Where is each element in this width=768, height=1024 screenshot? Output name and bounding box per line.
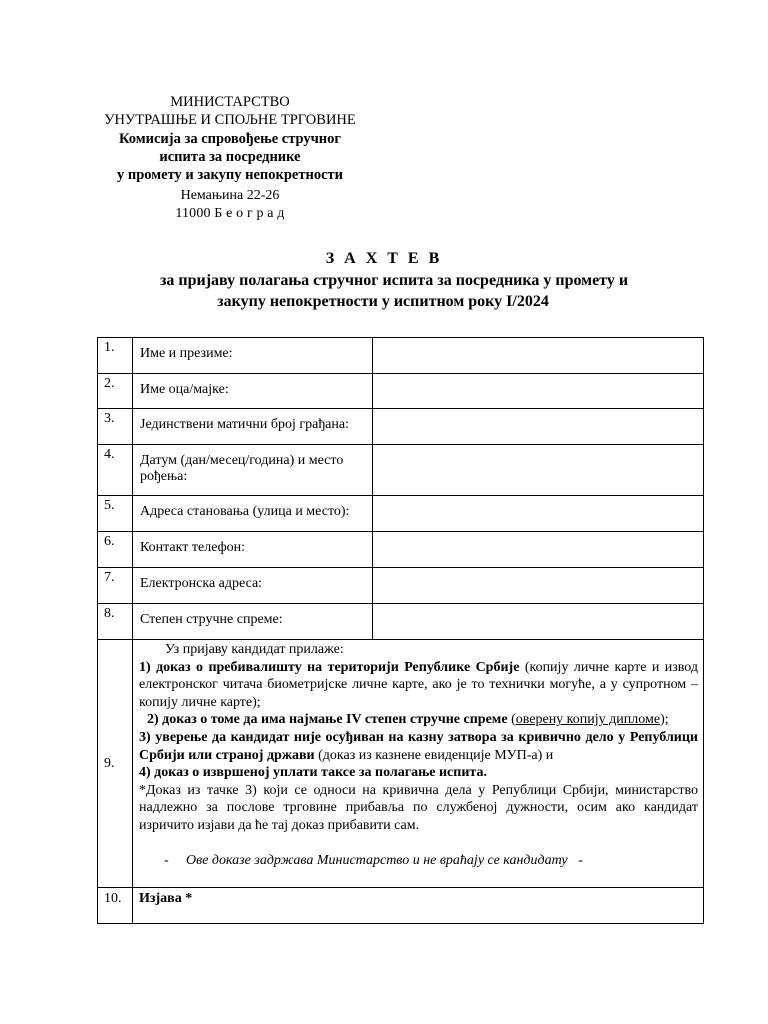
declaration-label: Изјава * [133,888,704,924]
attachment-item-1 [139,659,698,712]
address-street: Немањина 22-26 [180,188,280,203]
field-label-address: Адреса становања (улица и место): [133,496,373,532]
row-number: 6. [98,532,133,568]
table-row [98,604,704,640]
attachment-item-2-paren-close: ); [660,712,669,728]
table-row [98,338,704,374]
row-number: 4. [98,445,133,496]
attachments-section [133,640,704,888]
commission-line-3: у промету и закупу непокретности [117,167,343,183]
row-number: 3. [98,409,133,445]
commission-line-2: испита за посреднике [159,149,301,165]
field-label-email: Електронска адреса: [133,568,373,604]
row-number: 7. [98,568,133,604]
table-row [98,409,704,445]
table-row [98,445,704,496]
note-dash: - [164,852,169,868]
field-value-phone[interactable] [373,532,704,568]
field-label-birth-date-place: Датум (дан/месец/година) и место рођења: [133,445,373,496]
field-value-email[interactable] [373,568,704,604]
row-number: 2. [98,374,133,409]
attachment-item-2-detail: оверену копију дипломе [515,712,661,728]
row-number: 9. [98,640,133,888]
table-row [98,888,704,924]
row-number: 8. [98,604,133,640]
attachment-item-4-title: 4) доказ о извршеној уплати таксе за полагање испита. [139,765,487,781]
attachment-item-1-title: 1) доказ о пребивалишту на територији Републике Србије [139,659,520,675]
field-value-birth-date-place[interactable] [373,445,704,496]
ministry-name: МИНИСТАРСТВО [170,94,290,110]
attachments-intro: Уз пријаву кандидат прилаже: [165,642,344,657]
note-dash-end: - [578,852,583,868]
table-row [98,374,704,409]
field-value-address[interactable] [373,496,704,532]
field-value-full-name[interactable] [373,338,704,374]
table-row [98,568,704,604]
attachment-item-2 [139,711,698,729]
table-row [98,640,704,888]
document-subtitle-1: за пријаву полагања стручног испита за посредника у промету и [159,272,629,289]
attachment-item-3-detail: (доказ из казнене евиденције МУП-а) и [314,747,554,763]
field-label-phone: Контакт телефон: [133,532,373,568]
row-number: 10. [98,888,133,924]
attachments-footnote: *Доказ из тачке 3) који се односи на кривична дела у Републици Србији, министарство надлежно за послове трговине прибавља по службеној дужности, осим ако кандидат изричито изјави да ће тај доказ прибавити сам. [139,782,698,833]
attachment-item-2-paren: ( [507,712,516,728]
note-text: Ове доказе задржава Министарство и не враћају се кандидату [186,852,568,868]
commission-line-1: Комисија за спровођење стручног [119,131,341,147]
row-number: 5. [98,496,133,532]
address-city: 11000 Б е о г р а д [175,206,285,221]
table-row [98,496,704,532]
field-value-education[interactable] [373,604,704,640]
application-form-table [97,337,704,924]
attachment-item-4 [139,764,698,782]
attachments-note [139,852,698,870]
attachment-item-2-title: 2) доказ о томе да има најмање IV степен стручне спреме [147,712,508,728]
document-title: З А Х Т Е В [325,250,443,267]
field-label-jmbg: Јединствени матични број грађана: [133,409,373,445]
ministry-department: УНУТРАШЊЕ И СПОЉНЕ ТРГОВИНЕ [104,112,356,128]
table-row [98,532,704,568]
attachment-item-3-title: 3) уверење да кандидат није осуђиван на казну затвора за кривично дело у Републици Србији или страној држави [139,729,698,763]
field-label-parent-name: Име оца/мајке: [133,374,373,409]
field-value-jmbg[interactable] [373,409,704,445]
field-value-parent-name[interactable] [373,374,704,409]
document-subtitle-2: закупу непокретности у испитном року I/2024 [217,293,549,310]
field-label-education: Степен стручне спреме: [133,604,373,640]
row-number: 1. [98,338,133,374]
field-label-full-name: Име и презиме: [133,338,373,374]
attachment-item-3 [139,729,698,764]
attachment-item-1-detail: (копију личне карте и извод електронског читача биометријске личне карте, ако је то технички могуће, а у супротном – копију личне карте); [139,659,698,710]
